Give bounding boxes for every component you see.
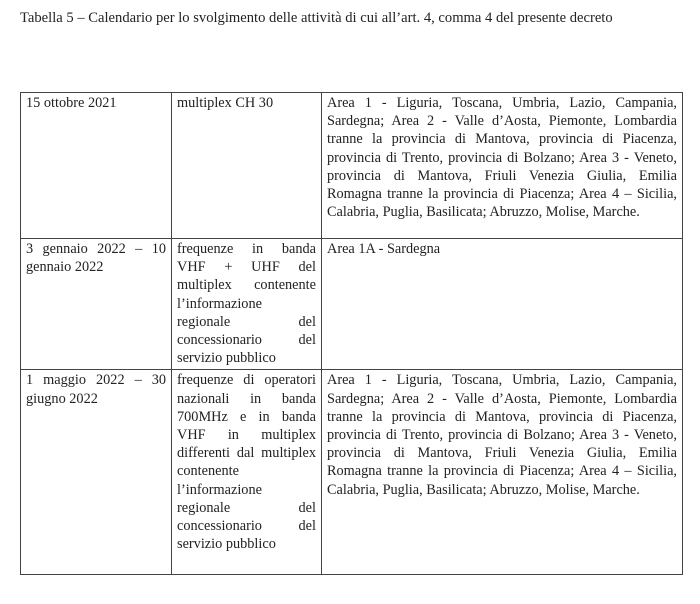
table-row — [21, 93, 683, 239]
areas-cell: Area 1 - Liguria, Toscana, Umbria, Lazio, Campania, Sardegna; Area 2 - Valle d’Aosta, Piemonte, Lombardia tranne la provincia di Mantova, provincia di Piacenza, provincia di Trento, provincia di Bolzano; Area 3 - Veneto, provincia di Mantova, Friuli Venezia Giulia, Emilia Romagna tranne la provincia di Piacenza; Area 4 – Sicilia, Calabria, Puglia, Basilicata; Abruzzo, Molise, Marche. — [322, 370, 683, 575]
calendar-table — [20, 92, 683, 575]
date-cell: 1 maggio 2022 – 30 giugno 2022 — [21, 370, 172, 575]
frequencies-cell: frequenze di operatori nazionali in banda 700MHz e in banda VHF in multiplex differenti dal multiplex contenente l’informazione regionale del concessionario del servizio pubblico — [172, 370, 322, 575]
table-row — [21, 370, 683, 575]
date-cell: 15 ottobre 2021 — [21, 93, 172, 239]
frequencies-cell: frequenze in banda VHF + UHF del multiplex contenente l’informazione regionale del concessionario del servizio pubblico — [172, 239, 322, 370]
areas-cell: Area 1A - Sardegna — [322, 239, 683, 370]
table-caption: Tabella 5 – Calendario per lo svolgimento delle attività di cui all’art. 4, comma 4 del presente decreto — [20, 10, 613, 26]
date-cell: 3 gennaio 2022 – 10 gennaio 2022 — [21, 239, 172, 370]
table-row — [21, 239, 683, 370]
areas-cell: Area 1 - Liguria, Toscana, Umbria, Lazio, Campania, Sardegna; Area 2 - Valle d’Aosta, Piemonte, Lombardia tranne la provincia di Mantova, provincia di Piacenza, provincia di Trento, provincia di Bolzano; Area 3 - Veneto, provincia di Mantova, Friuli Venezia Giulia, Emilia Romagna tranne la provincia di Piacenza; Area 4 – Sicilia, Calabria, Puglia, Basilicata; Abruzzo, Molise, Marche. — [322, 93, 683, 239]
frequencies-cell: multiplex CH 30 — [172, 93, 322, 239]
